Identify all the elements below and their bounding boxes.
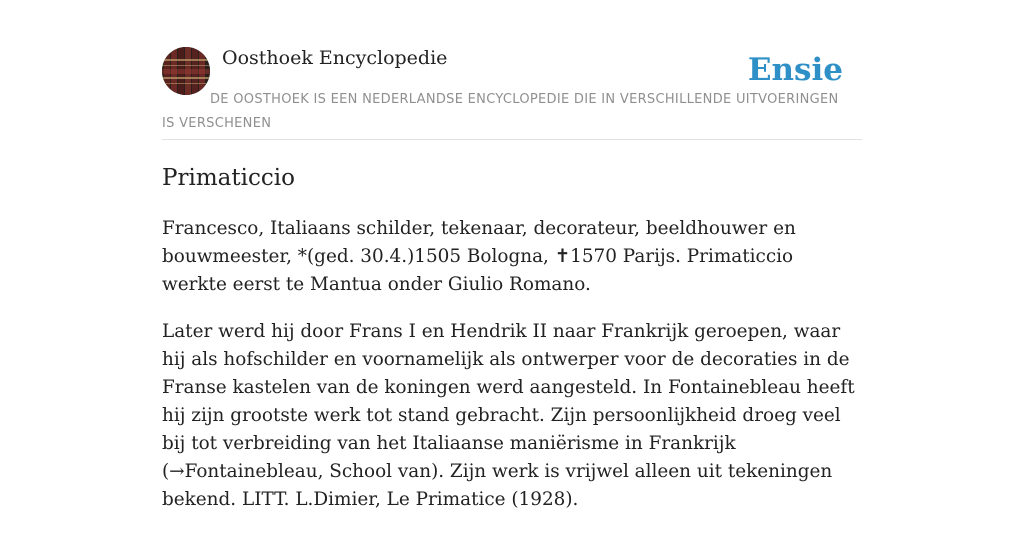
article-body (162, 215, 862, 533)
ensie-logo[interactable]: Ensie (747, 52, 843, 88)
article-paragraph: Francesco, Italiaans schilder, tekenaar, decorateur, beeldhouwer en bouwmeester, *(ged. 30.4.)1505 Bologna, ✝1570 Parijs. Primaticcio werkte eerst te Mantua onder Giulio Romano. (162, 218, 796, 295)
site-tagline: DE OOSTHOEK IS EEN NEDERLANDSE ENCYCLOPEDIE DIE IN VERSCHILLENDE UITVOERINGEN IS VERSCHENEN (162, 92, 839, 131)
site-name-link[interactable]: Oosthoek Encyclopedie (222, 47, 448, 69)
article-paragraph: Later werd hij door Frans I en Hendrik II naar Frankrijk geroepen, waar hij als hofschilder en voornamelijk als ontwerper voor de decoraties in de Franse kastelen van de koningen werd aangesteld. In Fontainebleau heeft hij zijn grootste werk tot stand gebracht. Zijn persoonlijkheid droeg veel bij tot verbreiding van het Italiaanse maniërisme in Frankrijk (→Fontainebleau, School van). Zijn werk is vrijwel alleen uit tekeningen bekend. LITT. L.Dimier, Le Primatice (1928). (162, 321, 855, 510)
site-header (162, 0, 862, 140)
page-container (162, 0, 862, 510)
page-title: Primaticcio (162, 165, 295, 191)
